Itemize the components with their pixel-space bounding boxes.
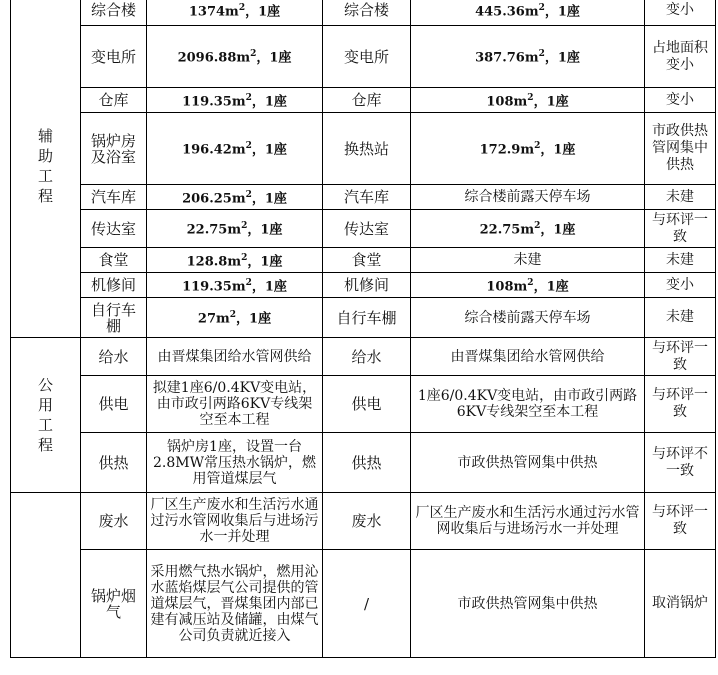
table-row <box>11 338 716 376</box>
facility-name: 食堂 <box>81 248 147 273</box>
item-name: 废水 <box>81 493 147 550</box>
change-note: 未建 <box>645 298 716 338</box>
actual-item-name: / <box>323 550 411 658</box>
table-row <box>11 550 716 658</box>
actual-status: 市政供热管网集中供热 <box>411 550 645 658</box>
area-value: 196.42m <box>182 142 246 158</box>
table-row <box>11 493 716 550</box>
original-area <box>147 185 323 210</box>
area-value: 27m <box>197 311 230 327</box>
count-text: ，1座 <box>245 4 281 20</box>
area-value: 387.76m <box>475 50 539 66</box>
count-text: ，1座 <box>540 222 576 238</box>
unit-superscript: 2 <box>534 221 541 232</box>
area-value: 22.75m <box>186 222 242 238</box>
change-note: 变小 <box>645 273 716 298</box>
table-row <box>11 248 716 273</box>
original-area <box>147 113 323 185</box>
table-row <box>11 376 716 433</box>
table-row <box>11 88 716 113</box>
original-plan: 拟建1座6/0.4KV变电站，由市政引两路6KV专线架空至本工程 <box>147 376 323 433</box>
unit-superscript: 2 <box>245 141 252 152</box>
original-area <box>147 0 323 26</box>
facility-name: 仓库 <box>81 88 147 113</box>
actual-facility-name: 仓库 <box>323 88 411 113</box>
actual-facility-name: 自行车棚 <box>323 298 411 338</box>
table-row <box>11 298 716 338</box>
count-text: ，1座 <box>247 254 283 270</box>
actual-area <box>411 0 645 26</box>
count-text: ，1座 <box>540 142 576 158</box>
facility-name: 机修间 <box>81 273 147 298</box>
count-text: ，1座 <box>251 191 287 207</box>
area-value: 108m <box>486 279 528 295</box>
area-value: 119.35m <box>182 279 246 295</box>
section-label-env <box>11 493 81 658</box>
original-plan: 采用燃气热水锅炉，燃用沁水蓝焰煤层气公司提供的管道煤层气，晋煤集团内部已建有减压站及储罐，由煤气公司负责就近接入 <box>147 550 323 658</box>
facility-name: 自行车棚 <box>81 298 147 338</box>
area-value: 1374m <box>188 4 239 20</box>
actual-utility-name: 供热 <box>323 433 411 493</box>
area-value: 206.25m <box>182 191 246 207</box>
actual-area <box>411 113 645 185</box>
table-row <box>11 273 716 298</box>
count-text: ，1座 <box>251 94 287 110</box>
change-note: 市政供热管网集中供热 <box>645 113 716 185</box>
unit-superscript: 2 <box>538 2 545 13</box>
facility-name: 汽车库 <box>81 185 147 210</box>
count-text: ，1座 <box>236 311 272 327</box>
count-text: ，1座 <box>251 142 287 158</box>
unit-superscript: 2 <box>229 310 237 321</box>
actual-facility-name: 汽车库 <box>323 185 411 210</box>
area-value: 108m <box>486 94 528 110</box>
item-name: 锅炉烟气 <box>81 550 147 658</box>
count-text: ，1座 <box>533 279 569 295</box>
actual-area <box>411 88 645 113</box>
count-text: ，1座 <box>544 50 580 66</box>
actual-facility-name: 综合楼 <box>323 0 411 26</box>
change-note: 与环评一致 <box>645 376 716 433</box>
original-area <box>147 26 323 88</box>
change-note: 与环评不一致 <box>645 433 716 493</box>
actual-status: 厂区生产废水和生活污水通过污水管网收集后与进场污水一并处理 <box>411 493 645 550</box>
section-label-aux: 辅助工程 <box>11 0 81 338</box>
table-row <box>11 210 716 248</box>
actual-facility-name: 变电所 <box>323 26 411 88</box>
actual-facility-name: 换热站 <box>323 113 411 185</box>
actual-area <box>411 210 645 248</box>
unit-superscript: 2 <box>527 277 534 288</box>
facility-name: 传达室 <box>81 210 147 248</box>
unit-superscript: 2 <box>538 49 545 60</box>
area-value: 128.8m <box>186 254 242 270</box>
table-row <box>11 0 716 26</box>
area-value: 22.75m <box>479 222 535 238</box>
actual-facility-name: 机修间 <box>323 273 411 298</box>
unit-superscript: 2 <box>241 221 248 232</box>
change-note: 取消锅炉 <box>645 550 716 658</box>
facility-name: 变电所 <box>81 26 147 88</box>
unit-superscript: 2 <box>245 92 252 103</box>
original-area <box>147 88 323 113</box>
section-label-public: 公用工程 <box>11 338 81 493</box>
actual-description: 综合楼前露天停车场 <box>411 298 645 338</box>
unit-superscript: 2 <box>527 92 534 103</box>
original-area <box>147 248 323 273</box>
area-value: 445.36m <box>475 4 539 20</box>
actual-utility-name: 供电 <box>323 376 411 433</box>
unit-superscript: 2 <box>241 252 248 263</box>
facility-name: 锅炉房及浴室 <box>81 113 147 185</box>
change-note: 未建 <box>645 185 716 210</box>
actual-item-name: 废水 <box>323 493 411 550</box>
change-note: 与环评一致 <box>645 338 716 376</box>
actual-status: 1座6/0.4KV变电站，由市政引两路6KV专线架空至本工程 <box>411 376 645 433</box>
original-area <box>147 273 323 298</box>
actual-description: 综合楼前露天停车场 <box>411 185 645 210</box>
count-text: ，1座 <box>247 222 283 238</box>
unit-superscript: 2 <box>245 189 252 200</box>
unit-superscript: 2 <box>250 49 257 60</box>
count-text: ，1座 <box>544 4 580 20</box>
utility-name: 给水 <box>81 338 147 376</box>
utility-name: 供电 <box>81 376 147 433</box>
actual-area <box>411 26 645 88</box>
actual-area <box>411 273 645 298</box>
table-row <box>11 26 716 88</box>
unit-superscript: 2 <box>534 141 541 152</box>
unit-superscript: 2 <box>245 277 252 288</box>
area-value: 119.35m <box>182 94 246 110</box>
actual-facility-name: 传达室 <box>323 210 411 248</box>
table-row <box>11 113 716 185</box>
area-value: 2096.88m <box>177 50 251 66</box>
table-row <box>11 185 716 210</box>
change-note: 变小 <box>645 0 716 26</box>
actual-status: 市政供热管网集中供热 <box>411 433 645 493</box>
area-value: 172.9m <box>479 142 535 158</box>
project-comparison-table <box>10 0 716 658</box>
change-note: 与环评一致 <box>645 493 716 550</box>
change-note: 变小 <box>645 88 716 113</box>
original-plan: 由晋煤集团给水管网供给 <box>147 338 323 376</box>
utility-name: 供热 <box>81 433 147 493</box>
change-note: 占地面积变小 <box>645 26 716 88</box>
original-area <box>147 210 323 248</box>
original-plan: 锅炉房1座，设置一台2.8MW常压热水锅炉，燃用管道煤层气 <box>147 433 323 493</box>
table-row <box>11 433 716 493</box>
original-area <box>147 298 323 338</box>
actual-status: 由晋煤集团给水管网供给 <box>411 338 645 376</box>
count-text: ，1座 <box>251 279 287 295</box>
change-note: 与环评一致 <box>645 210 716 248</box>
facility-name: 综合楼 <box>81 0 147 26</box>
unit-superscript: 2 <box>238 2 246 13</box>
change-note: 未建 <box>645 248 716 273</box>
original-plan: 厂区生产废水和生活污水通过污水管网收集后与进场污水一并处理 <box>147 493 323 550</box>
actual-facility-name: 食堂 <box>323 248 411 273</box>
actual-description: 未建 <box>411 248 645 273</box>
count-text: ，1座 <box>533 94 569 110</box>
actual-utility-name: 给水 <box>323 338 411 376</box>
count-text: ，1座 <box>256 50 292 66</box>
